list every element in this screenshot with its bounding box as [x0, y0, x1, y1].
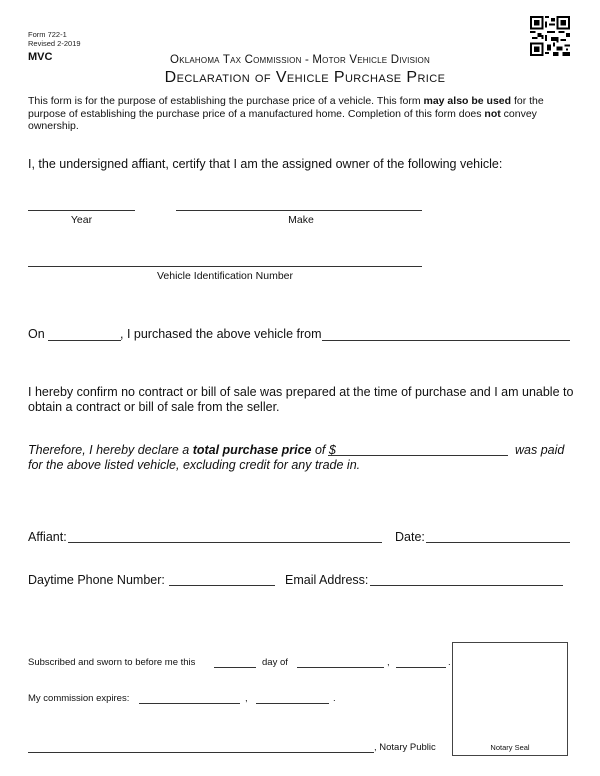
notary-day-field[interactable]: [214, 667, 256, 668]
notary-year-field[interactable]: [396, 667, 446, 668]
confirm-statement: I hereby confirm no contract or bill of sale was prepared at the time of purchase and I am unable to obtain a contract or bill of sale from the seller.: [28, 385, 574, 414]
affiant-label: Affiant:: [28, 530, 67, 544]
intro-bold-1: may also be used: [423, 95, 512, 107]
notary-period: .: [448, 657, 451, 668]
form-number: Form 722-1: [28, 30, 67, 39]
date-field[interactable]: [426, 542, 570, 543]
vin-field[interactable]: [28, 266, 422, 267]
notary-seal-box: [452, 642, 568, 756]
commission-date-field[interactable]: [139, 703, 240, 704]
day-of-text: day of: [262, 657, 288, 668]
affiant-signature-field[interactable]: [68, 542, 382, 543]
certify-statement: I, the undersigned affiant, certify that I am the assigned owner of the following vehicle:: [28, 157, 503, 171]
make-field[interactable]: [176, 210, 422, 211]
commission-expires-label: My commission expires:: [28, 693, 130, 704]
make-label: Make: [288, 214, 314, 226]
revised-date: Revised 2-2019: [28, 39, 81, 48]
purchase-price-field[interactable]: [328, 455, 508, 456]
page-title: Declaration of Vehicle Purchase Price: [164, 69, 446, 86]
commission-year-field[interactable]: [256, 703, 329, 704]
commission-comma: ,: [245, 693, 248, 704]
declare-line-2: for the above listed vehicle, excluding credit for any trade in.: [28, 458, 361, 472]
seller-field[interactable]: [322, 340, 570, 341]
intro-text-2: for the purpose of establishing the purchase price of a manufactured home. Completion of this form does: [28, 95, 544, 120]
subscribed-text: Subscribed and sworn to before me this: [28, 657, 196, 668]
on-label: On: [28, 327, 45, 341]
declare-text-1: Therefore, I hereby declare a: [28, 443, 193, 457]
notary-month-field[interactable]: [297, 667, 384, 668]
intro-paragraph: [28, 95, 576, 133]
email-field[interactable]: [370, 585, 563, 586]
year-label: Year: [70, 214, 93, 226]
intro-bold-2: not: [484, 107, 501, 120]
declare-bold: total purchase price: [192, 443, 312, 457]
notary-signature-field[interactable]: [28, 752, 374, 753]
date-label: Date:: [395, 530, 425, 544]
was-paid-text: was paid: [515, 443, 565, 457]
intro-text-1: This form is for the purpose of establishing the purchase price of a vehicle. This form: [28, 95, 424, 107]
vin-label: Vehicle Identification Number: [157, 270, 293, 282]
phone-field[interactable]: [169, 585, 275, 586]
notary-public-label: , Notary Public: [374, 742, 436, 753]
declare-text: [28, 443, 336, 458]
purchase-date-field[interactable]: [48, 340, 121, 341]
form-number-block: [28, 30, 81, 48]
purchased-from-text: , I purchased the above vehicle from: [120, 327, 322, 341]
year-field[interactable]: [28, 210, 135, 211]
declare-text-2: of $: [311, 443, 336, 457]
agency-name: Oklahoma Tax Commission - Motor Vehicle Division: [170, 54, 430, 66]
intro-text-3: convey ownership.: [28, 107, 537, 132]
notary-comma: ,: [387, 657, 390, 668]
commission-period: .: [333, 693, 336, 704]
phone-label: Daytime Phone Number:: [28, 573, 165, 587]
notary-seal-label: Notary Seal: [490, 743, 530, 752]
email-label: Email Address:: [285, 573, 369, 587]
qr-code-icon: [530, 16, 570, 56]
form-division-code: MVC: [28, 51, 53, 63]
